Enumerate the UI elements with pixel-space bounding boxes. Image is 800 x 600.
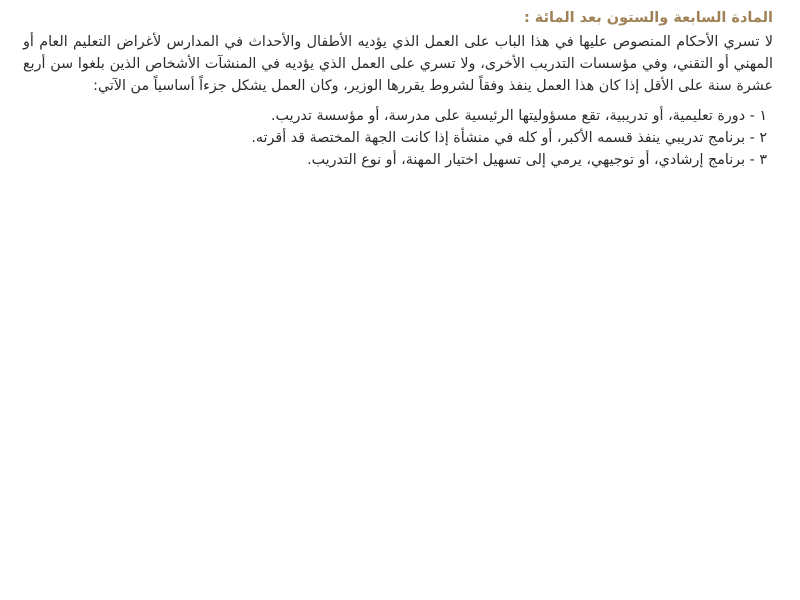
article-section: [23, 8, 773, 171]
clause-item: ١ - دورة تعليمية، أو تدريبية، تقع مسؤوليتها الرئيسية على مدرسة، أو مؤسسة تدريب.: [271, 108, 767, 124]
article-body-paragraph: لا تسري الأحكام المنصوص عليها في هذا الباب على العمل الذي يؤديه الأطفال والأحداث في المدارس لأغراض التعليم العام أو المهني أو التقني، وفي مؤسسات التدريب الأخرى، ولا تسري على العمل الذي يؤديه في المنشآت الأشخاص الذين بلغوا سن أربع عشرة سنة على الأقل إذا كان هذا العمل ينفذ وفقاً لشروط يقررها الوزير، وكان العمل يشكل جزءاً أساسياً من الآتي:: [23, 34, 773, 94]
clause-list: [23, 105, 773, 171]
clause-item: ٣ - برنامج إرشادي، أو توجيهي، يرمي إلى تسهيل اختيار المهنة، أو نوع التدريب.: [307, 152, 767, 168]
clause-item: ٢ - برنامج تدريبي ينفذ قسمه الأكبر، أو كله في منشأة إذا كانت الجهة المختصة قد أقرته.: [251, 130, 767, 146]
article-title: المادة السابعة والستون بعد المائة :: [523, 10, 773, 26]
